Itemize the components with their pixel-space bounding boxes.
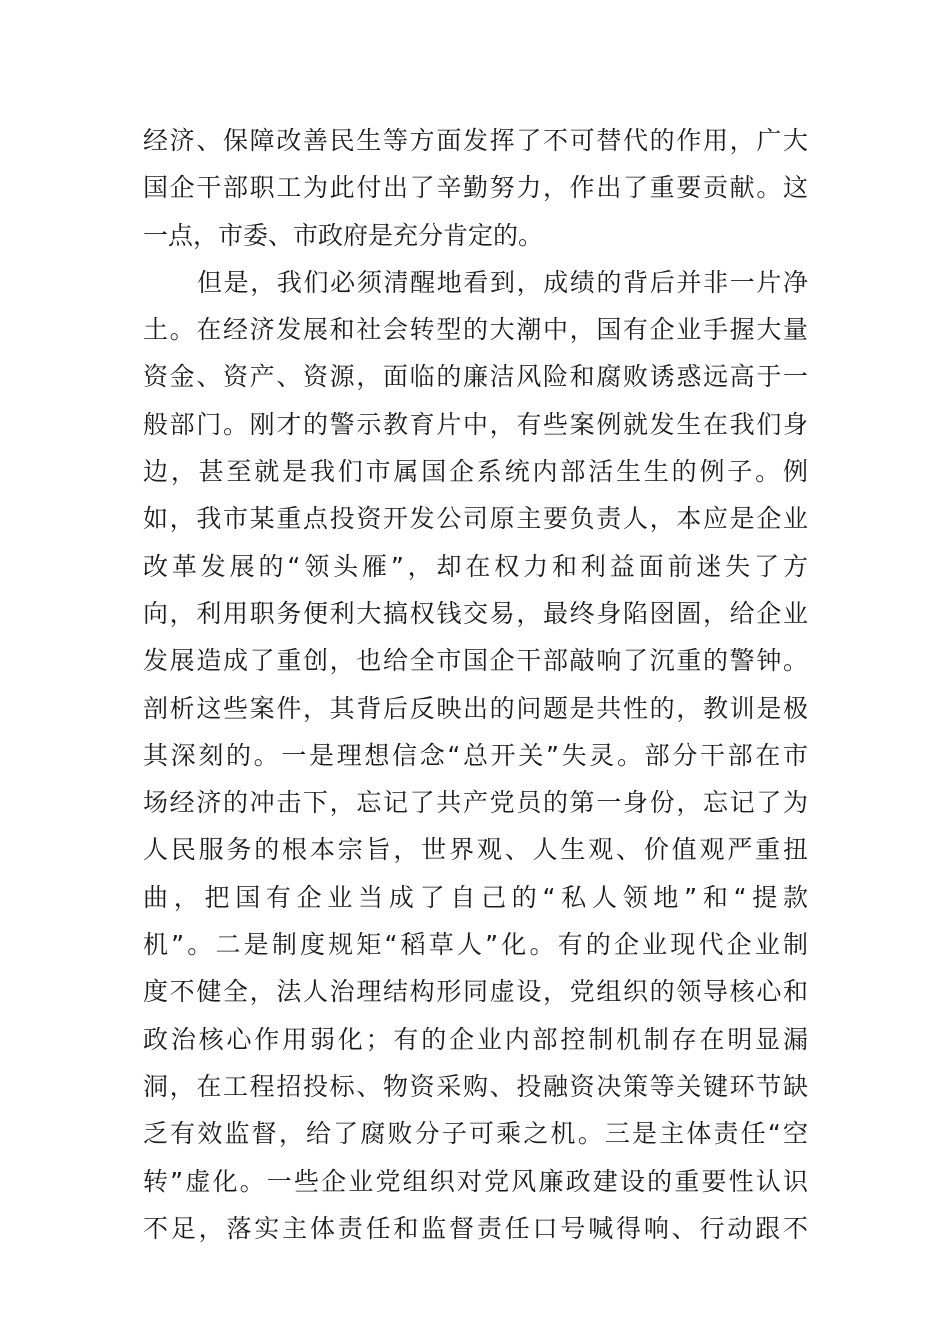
text-line: 场经济的冲击下，忘记了共产党员的第一身份，忘记了为 (143, 788, 808, 818)
text-line: 但是，我们必须清醒地看到，成绩的背后并非一片净 (197, 267, 808, 297)
text-line: 资金、资产、资源，面临的廉洁风险和腐败诱惑远高于一 (143, 362, 808, 392)
text-line: 经济、保障改善民生等方面发挥了不可替代的作用，广大 (143, 126, 808, 155)
text-line: 度不健全，法人治理结构形同虚设，党组织的领导核心和 (143, 977, 808, 1007)
text-line: 其深刻的。一是理想信念“总开关”失灵。部分干部在市 (143, 740, 808, 770)
text-line: 曲，把国有企业当成了自己的“私人领地”和“提款 (143, 882, 808, 912)
text-line: 如，我市某重点投资开发公司原主要负责人，本应是企业 (143, 504, 808, 534)
text-line: 人民服务的根本宗旨，世界观、人生观、价值观严重扭 (143, 835, 808, 865)
text-line: 发展造成了重创，也给全市国企干部敲响了沉重的警钟。 (143, 646, 808, 676)
text-line: 不足，落实主体责任和监督责任口号喊得响、行动跟不 (143, 1213, 808, 1243)
text-line: 边，甚至就是我们市属国企系统内部活生生的例子。例 (143, 457, 808, 487)
text-line: 乏有效监督，给了腐败分子可乘之机。三是主体责任“空 (143, 1119, 808, 1149)
text-line: 剖析这些案件，其背后反映出的问题是共性的，教训是极 (143, 693, 808, 723)
text-line: 洞，在工程招投标、物资采购、投融资决策等关键环节缺 (143, 1071, 808, 1101)
text-line: 向，利用职务便利大搞权钱交易，最终身陷囹圄，给企业 (143, 598, 808, 628)
text-line: 般部门。刚才的警示教育片中，有些案例就发生在我们身 (143, 409, 808, 439)
text-line: 国企干部职工为此付出了辛勤努力，作出了重要贡献。这 (143, 173, 808, 203)
text-line: 转”虚化。一些企业党组织对党风廉政建设的重要性认识 (143, 1166, 808, 1196)
text-line: 土。在经济发展和社会转型的大潮中，国有企业手握大量 (143, 315, 808, 345)
text-line: 改革发展的“领头雁”，却在权力和利益面前迷失了方 (143, 551, 808, 581)
text-line: 一点，市委、市政府是充分肯定的。 (143, 220, 544, 250)
text-line: 机”。二是制度规矩“稻草人”化。有的企业现代企业制 (143, 930, 808, 960)
text-line: 政治核心作用弱化；有的企业内部控制机制存在明显漏 (143, 1024, 808, 1054)
document-page (143, 117, 808, 1252)
